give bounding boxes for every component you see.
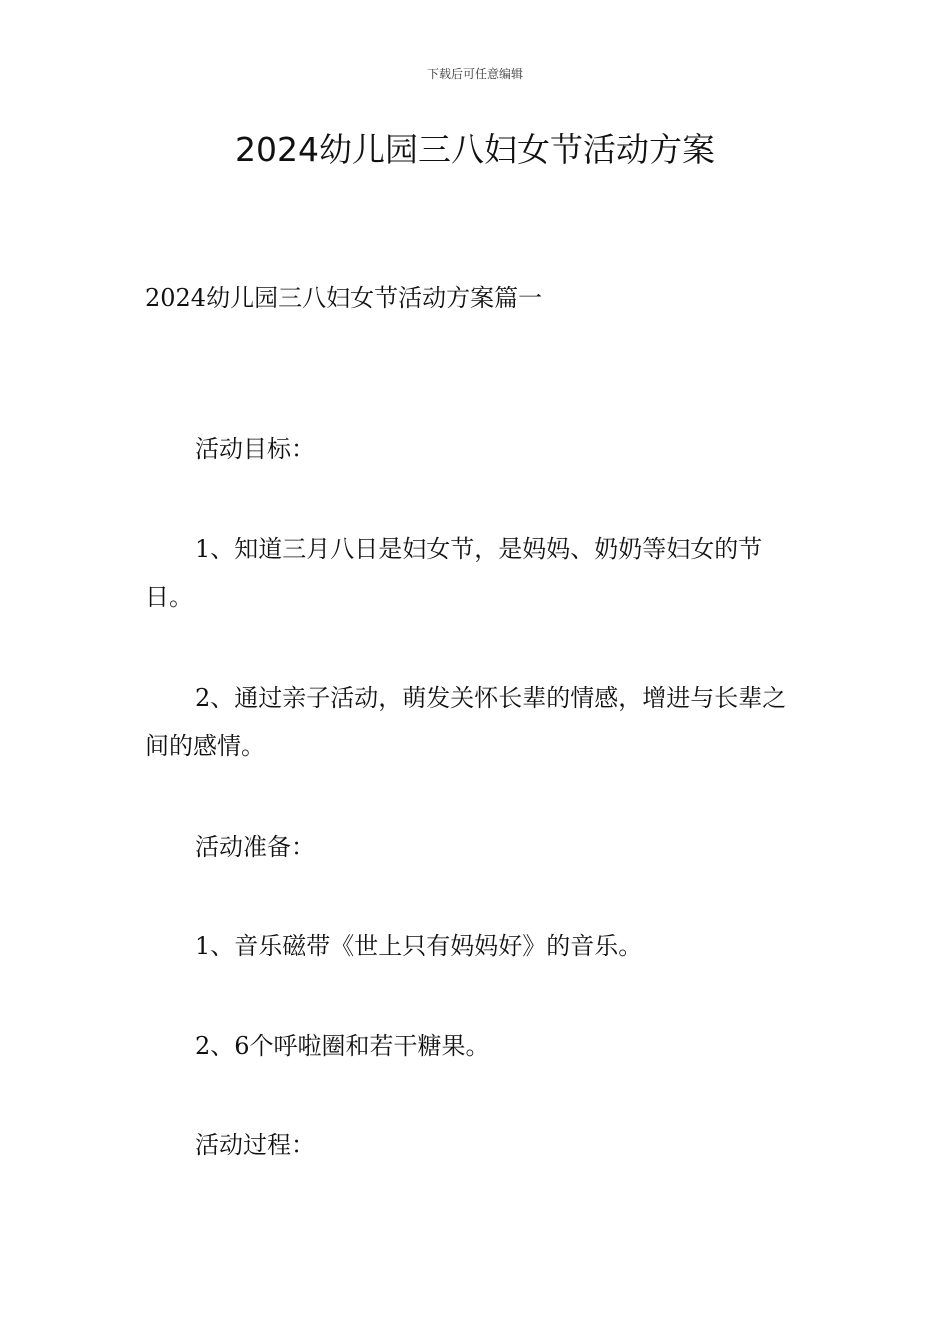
paragraph-goal-1: 1、知道三月八日是妇女节，是妈妈、奶奶等妇女的节日。 <box>145 535 763 611</box>
document-title: 2024幼儿园三八妇女节活动方案 <box>235 130 715 169</box>
header-note: 下载后可任意编辑 <box>426 67 523 81</box>
paragraph-goal-heading: 活动目标： <box>195 435 315 463</box>
paragraph-goal-2: 2、通过亲子活动，萌发关怀长辈的情感，增进与长辈之间的感情。 <box>145 684 787 760</box>
paragraph-prep-1: 1、音乐磁带《世上只有妈妈好》的音乐。 <box>195 932 643 960</box>
paragraph-prep-2: 2、6个呼啦圈和若干糖果。 <box>195 1032 490 1060</box>
section-title: 2024幼儿园三八妇女节活动方案篇一 <box>145 284 543 312</box>
paragraph-process-heading: 活动过程： <box>195 1131 315 1159</box>
paragraph-prep-heading: 活动准备： <box>195 833 315 861</box>
